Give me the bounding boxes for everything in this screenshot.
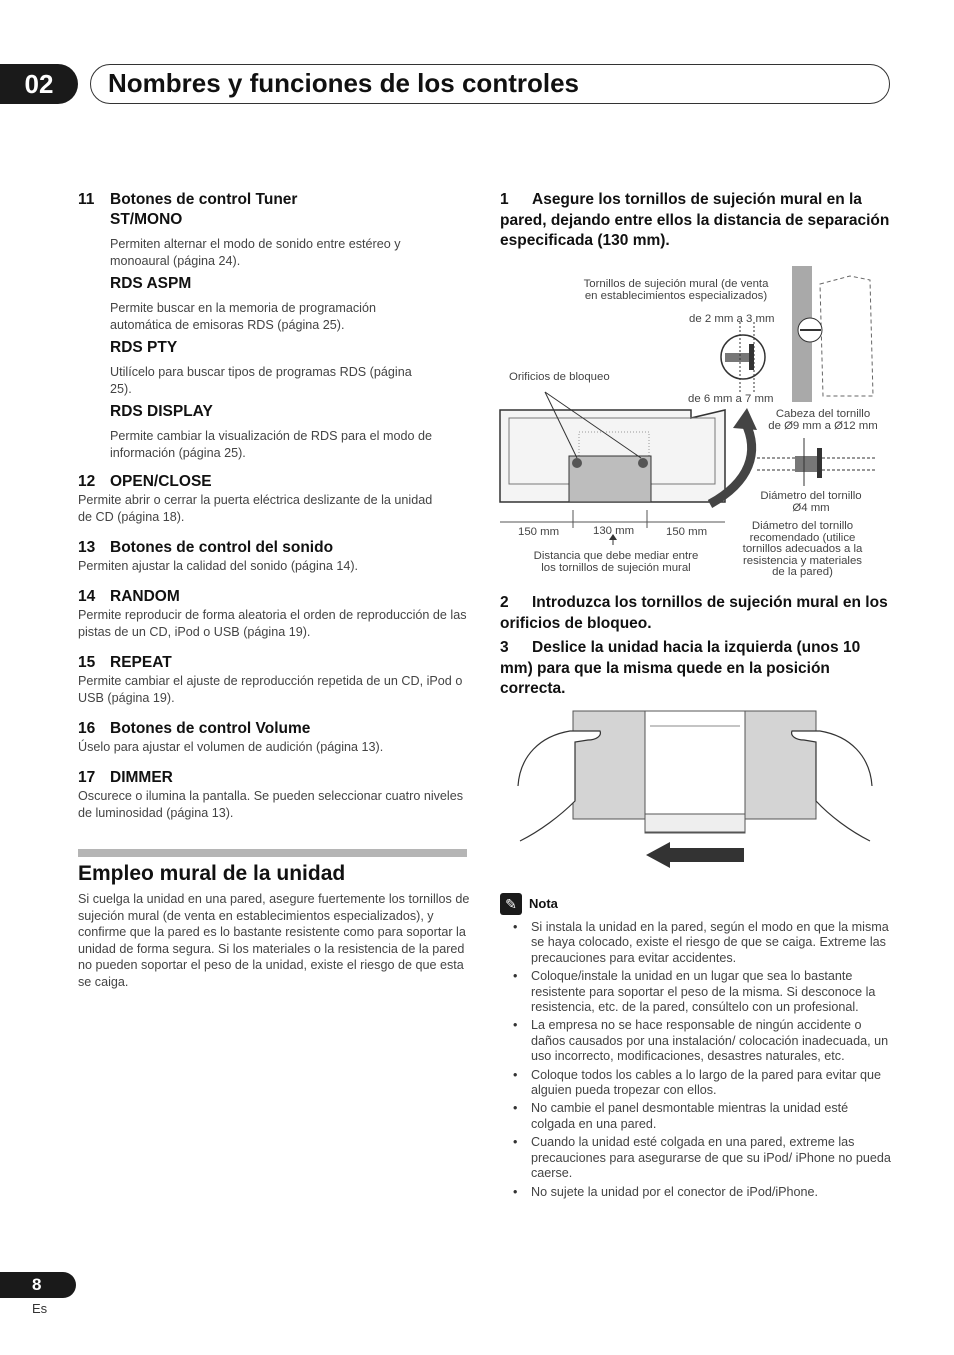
step-1	[500, 190, 892, 252]
item-heading	[78, 653, 470, 673]
sub-description: Permite buscar en la memoria de programación automática de emisoras RDS (página 25).	[110, 301, 376, 332]
label-line: resistencia y materiales	[742, 554, 862, 567]
item-heading	[78, 538, 470, 558]
note-label: Nota	[529, 896, 558, 911]
step-text: Deslice la unidad hacia la izquierda (unos 10 mm) para que la misma quede en la posición correcta.	[500, 639, 861, 697]
item-14	[78, 587, 470, 640]
gap-label-2-3: de 2 mm a 3 mm	[689, 313, 775, 325]
dimension-left: 150 mm	[518, 526, 560, 538]
page-title: Nombres y funciones de los controles	[108, 68, 579, 98]
step-number: 2	[500, 594, 509, 611]
note-item: • No cambie el panel desmontable mientras la unidad esté colgada en una pared.	[510, 1101, 892, 1132]
item-title: Botones de control Tuner	[110, 191, 298, 208]
slide-arrow-body	[668, 848, 744, 862]
item-title: Botones de control Volume	[110, 720, 311, 737]
lift-arrow-head	[733, 408, 757, 430]
label-line: de la pared)	[772, 566, 833, 578]
step-number: 3	[500, 639, 509, 656]
step-text: Asegure los tornillos de sujeción mural en la pared, dejando entre ellos la distancia de separación especificada (130 mm).	[500, 191, 890, 249]
item-number: 16	[78, 720, 96, 737]
note-item: • Cuando la unidad esté colgada en una pared, extreme las precauciones para asegurarse de que su iPod/ iPhone no pueda caerse.	[510, 1135, 892, 1181]
sub-heading: RDS DISPLAY	[110, 403, 213, 420]
item-number: 17	[78, 769, 96, 786]
item-16	[78, 719, 470, 756]
screw-head-label	[758, 408, 888, 432]
item-heading	[78, 472, 470, 492]
sub-description: Permite cambiar la visualización de RDS para el modo de información (página 25).	[110, 429, 432, 460]
step-text: Introduzca los tornillos de sujeción mural en los orificios de bloqueo.	[500, 594, 888, 632]
item-description: Permite abrir o cerrar la puerta eléctrica deslizante de la unidad de CD (página 18).	[78, 493, 433, 524]
item-description: Úselo para ajustar el volumen de audición (página 13).	[78, 740, 384, 754]
gap-label-6-7: de 6 mm a 7 mm	[688, 393, 774, 405]
item-number: 13	[78, 539, 96, 556]
note-item: • Coloque todos los cables a lo largo de la pared para evitar que alguien pueda tropezar con ellos.	[510, 1068, 892, 1099]
item-15	[78, 653, 470, 706]
language-code: Es	[32, 1301, 48, 1316]
item-number: 11	[78, 191, 95, 208]
item-heading	[78, 587, 470, 607]
screw-shank	[725, 353, 749, 362]
label-line: en establecimientos especializados)	[584, 290, 768, 302]
slide-arrow-head	[646, 842, 670, 868]
note-item: • Coloque/instale la unidad en un lugar que sea lo bastante resistente para soportar el peso de la misma. Si desconoce la resistencia, etc. de la pared, consúltelo con un profesional.	[510, 969, 892, 1015]
locking-holes-label: Orificios de bloqueo	[509, 371, 610, 383]
dock-base	[645, 814, 745, 832]
screw-head-2	[817, 448, 822, 478]
label-line: Diámetro del tornillo	[751, 520, 854, 532]
item-number: 12	[78, 473, 96, 490]
section-divider	[78, 849, 467, 857]
screw-shank-2	[795, 456, 817, 472]
label-line: de Ø9 mm a Ø12 mm	[768, 420, 878, 432]
label-line: Distancia que debe mediar entre	[533, 550, 699, 562]
distance-label	[516, 550, 716, 574]
sub-heading: RDS PTY	[110, 339, 178, 356]
step-number: 1	[500, 191, 509, 208]
label-line: Ø4 mm	[792, 502, 830, 514]
item-description: Permiten alternar el modo de sonido entre estéreo y monoaural (página 24).	[110, 237, 401, 268]
dimension-middle: 130 mm	[593, 525, 635, 537]
locking-hole-right	[638, 458, 648, 468]
step-3	[500, 638, 892, 700]
item-title: DIMMER	[110, 769, 173, 786]
page-number-badge	[0, 1272, 76, 1298]
item-heading	[78, 190, 470, 210]
label-line: Tornillos de sujeción mural (de venta	[583, 278, 769, 290]
screws-label	[566, 278, 786, 302]
item-13	[78, 538, 470, 575]
item-description: Permite cambiar el ajuste de reproducción repetida de un CD, iPod o USB (página 19).	[78, 674, 463, 705]
sub-heading: RDS ASPM	[110, 275, 192, 292]
item-title: RANDOM	[110, 588, 180, 605]
screw-diameter-label	[746, 490, 876, 514]
step-2	[500, 593, 892, 634]
item-number: 14	[78, 588, 96, 605]
chapter-number: 02	[24, 68, 54, 99]
note-list	[510, 920, 892, 1203]
section-title: Empleo mural de la unidad	[78, 862, 346, 885]
item-title: REPEAT	[110, 654, 172, 671]
dimension-right: 150 mm	[666, 526, 708, 538]
note-item: • No sujete la unidad por el conector de iPod/iPhone.	[510, 1185, 892, 1200]
screw-head	[749, 344, 754, 370]
label-line: Cabeza del tornillo	[775, 408, 871, 420]
unit-outline-dashed	[820, 276, 873, 396]
note-item: • La empresa no se hace responsable de ningún accidente o daños causados por una instalación/ colocación inadecuada, un uso incorrecto, modificaciones, desastres naturales, etc.	[510, 1018, 892, 1064]
item-heading	[78, 768, 470, 788]
pencil-icon: ✎	[500, 893, 522, 915]
label-line: los tornillos de sujeción mural	[541, 562, 691, 574]
item-title-line2: ST/MONO	[110, 211, 183, 228]
item-description: Permiten ajustar la calidad del sonido (página 14).	[78, 559, 359, 573]
item-title: OPEN/CLOSE	[110, 473, 212, 490]
item-17	[78, 768, 470, 821]
item-number: 15	[78, 654, 96, 671]
label-line: Diámetro del tornillo	[760, 490, 862, 502]
item-description: Permite reproducir de forma aleatoria el orden de reproducción de las pistas de un CD, iPod o USB (página 19).	[78, 608, 467, 639]
item-heading	[78, 719, 470, 739]
page-number: 8	[32, 1275, 42, 1294]
sub-description: Utilícelo para buscar tipos de programas RDS (página 25).	[110, 365, 412, 396]
item-12	[78, 472, 470, 525]
slide-unit-diagram	[500, 706, 890, 878]
recommended-diameter-label	[730, 521, 875, 579]
label-line: recomendado (utilice	[749, 531, 856, 544]
section-body: Si cuelga la unidad en una pared, asegure fuertemente los tornillos de sujeción mural (de venta en establecimientos especializados), y confirme que la pared es lo bastante resistente como para soportar la unidad de forma segura. Si los materiales o la resistencia de la pared no pueden soportar el peso de la unidad, existe el riesgo de que esta se caiga.	[78, 892, 470, 989]
note-item: • Si instala la unidad en la pared, según el modo en que la misma se haya colocado, existe el riesgo de que se caiga. Extreme las precauciones para evitar accidentes.	[510, 920, 892, 966]
item-description: Oscurece o ilumina la pantalla. Se pueden seleccionar cuatro niveles de luminosidad (página 13).	[78, 789, 464, 820]
label-line: tornillos adecuados a la	[742, 543, 863, 555]
chapter-badge	[0, 64, 78, 104]
item-11	[78, 190, 470, 461]
locking-hole-left	[572, 458, 582, 468]
item-title: Botones de control del sonido	[110, 539, 334, 556]
